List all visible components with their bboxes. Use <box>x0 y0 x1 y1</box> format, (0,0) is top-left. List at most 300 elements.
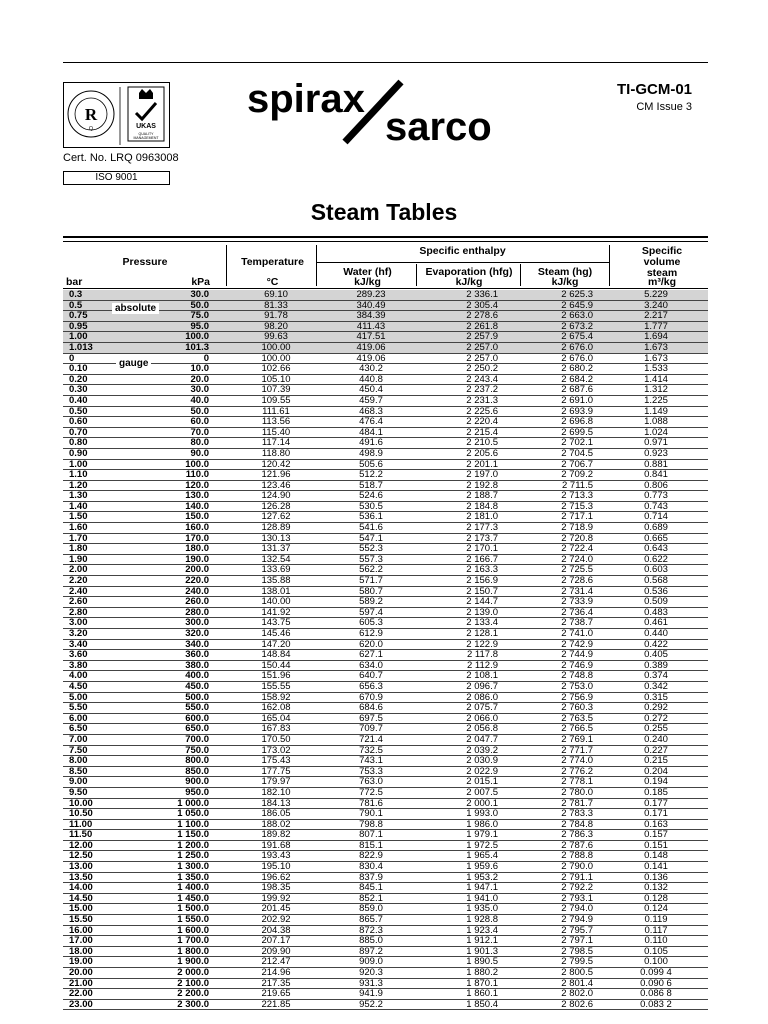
cell-steam: 2 791.1 <box>561 871 593 883</box>
table-row <box>63 735 708 746</box>
cell-kpa: 340.0 <box>185 638 209 650</box>
cell-temperature: 165.04 <box>261 712 291 724</box>
cell-temperature: 184.13 <box>261 797 291 809</box>
cell-evaporation: 2 243.4 <box>466 373 498 385</box>
cell-bar: 17.00 <box>69 935 93 947</box>
cell-volume: 5.229 <box>644 289 668 300</box>
cell-evaporation: 2 188.7 <box>466 490 498 502</box>
cell-volume: 0.405 <box>644 649 668 661</box>
cell-volume: 2.217 <box>644 310 668 322</box>
cell-evaporation: 1 979.1 <box>466 829 498 841</box>
table-row <box>63 936 708 947</box>
cell-water: 620.0 <box>359 638 383 650</box>
table-row <box>63 883 708 894</box>
cell-volume: 0.714 <box>644 511 668 523</box>
cell-evaporation: 2 170.1 <box>466 543 498 555</box>
cell-water: 518.7 <box>359 479 383 491</box>
cell-temperature: 177.75 <box>261 765 291 777</box>
cell-steam: 2 801.4 <box>561 977 593 989</box>
cell-steam: 2 673.2 <box>561 320 593 332</box>
table-row <box>63 682 708 693</box>
cell-kpa: 200.0 <box>185 564 209 576</box>
cell-water: 440.8 <box>359 373 383 385</box>
cell-kpa: 1 550.0 <box>177 914 209 926</box>
table-row <box>63 650 708 661</box>
cell-kpa: 1 300.0 <box>177 861 209 873</box>
cell-water: 807.1 <box>359 829 383 841</box>
cell-evaporation: 2 022.9 <box>466 765 498 777</box>
cell-evaporation: 2 192.8 <box>466 479 498 491</box>
enthalpy-group-rule <box>316 262 609 263</box>
table-row <box>63 608 708 619</box>
cell-evaporation: 2 156.9 <box>466 575 498 587</box>
cell-temperature: 217.35 <box>261 977 291 989</box>
cell-kpa: 500.0 <box>185 691 209 703</box>
cell-volume: 0.163 <box>644 818 668 830</box>
table-row <box>63 714 708 725</box>
cell-temperature: 209.90 <box>261 945 291 957</box>
cell-volume: 0.151 <box>644 839 668 851</box>
cell-water: 872.3 <box>359 924 383 936</box>
cell-kpa: 1 100.0 <box>177 818 209 830</box>
cell-kpa: 1 400.0 <box>177 882 209 894</box>
cell-evaporation: 1 959.6 <box>466 861 498 873</box>
header-volume-unit: m³/kg <box>647 276 676 288</box>
cell-volume: 1.533 <box>644 363 668 375</box>
cell-volume: 0.240 <box>644 733 668 745</box>
cell-water: 865.7 <box>359 914 383 926</box>
table-row <box>63 809 708 820</box>
cell-evaporation: 2 015.1 <box>466 776 498 788</box>
cell-evaporation: 1 901.3 <box>466 945 498 957</box>
cell-steam: 2 769.1 <box>561 733 593 745</box>
cell-kpa: 1 700.0 <box>177 935 209 947</box>
cell-water: 781.6 <box>359 797 383 809</box>
table-row <box>63 576 708 587</box>
cell-evaporation: 1 850.4 <box>466 998 498 1010</box>
cell-volume: 0.643 <box>644 543 668 555</box>
header-water-unit: kJ/kg <box>354 276 381 288</box>
cell-steam: 2 795.7 <box>561 924 593 936</box>
cell-evaporation: 1 880.2 <box>466 967 498 978</box>
cell-volume: 0.099 4 <box>640 967 672 978</box>
header-divider-3 <box>609 245 610 286</box>
cell-temperature: 107.39 <box>261 384 291 396</box>
cell-steam: 2 783.3 <box>561 808 593 820</box>
header-divider-4 <box>416 264 417 286</box>
table-row <box>63 894 708 905</box>
table-top-rule-2 <box>63 241 708 242</box>
header-water: Water (hf) <box>343 266 392 278</box>
cell-temperature: 148.84 <box>261 649 291 661</box>
cell-water: 589.2 <box>359 596 383 608</box>
cell-bar: 0.20 <box>69 373 88 385</box>
table-row <box>63 851 708 862</box>
cell-kpa: 50.0 <box>190 405 209 417</box>
cell-evaporation: 1 912.1 <box>466 935 498 947</box>
cell-volume: 0.227 <box>644 744 668 756</box>
cell-kpa: 1 800.0 <box>177 945 209 957</box>
cell-bar: 3.80 <box>69 659 88 671</box>
table-row <box>63 979 708 990</box>
cell-steam: 2 786.3 <box>561 829 593 841</box>
cell-water: 931.3 <box>359 977 383 989</box>
cell-bar: 0.90 <box>69 447 88 459</box>
cell-steam: 2 780.0 <box>561 786 593 798</box>
cell-volume: 0.622 <box>644 553 668 565</box>
table-row <box>63 438 708 449</box>
cell-steam: 2 766.5 <box>561 723 593 735</box>
cell-kpa: 2 000.0 <box>177 967 209 978</box>
cell-volume: 0.110 <box>644 935 668 947</box>
cell-volume: 0.215 <box>644 755 668 767</box>
cell-volume: 0.923 <box>644 447 668 459</box>
cell-steam: 2 774.0 <box>561 755 593 767</box>
cell-bar: 21.00 <box>69 977 93 989</box>
cell-bar: 8.50 <box>69 765 88 777</box>
cell-temperature: 151.96 <box>261 670 291 682</box>
cell-kpa: 160.0 <box>185 522 209 534</box>
cell-temperature: 138.01 <box>261 585 291 597</box>
cell-bar: 3.20 <box>69 628 88 639</box>
cell-temperature: 132.54 <box>261 553 291 565</box>
cell-evaporation: 1 972.5 <box>466 839 498 851</box>
cell-temperature: 214.96 <box>261 967 291 978</box>
cell-water: 536.1 <box>359 511 383 523</box>
cell-bar: 0.5 <box>69 299 83 311</box>
cell-water: 798.8 <box>359 818 383 830</box>
cell-temperature: 120.42 <box>261 458 291 470</box>
header-bar: bar <box>66 276 83 288</box>
cell-evaporation: 1 953.2 <box>466 871 498 883</box>
cell-bar: 23.00 <box>69 998 93 1010</box>
table-row <box>63 777 708 788</box>
cell-temperature: 111.61 <box>262 405 290 417</box>
cell-bar: 1.70 <box>69 532 88 544</box>
cell-kpa: 450.0 <box>185 680 209 692</box>
cell-temperature: 162.08 <box>261 702 291 714</box>
cell-kpa: 280.0 <box>185 606 209 618</box>
cell-kpa: 1 000.0 <box>177 797 209 809</box>
cell-water: 597.4 <box>359 606 383 618</box>
cell-evaporation: 2 108.1 <box>466 670 498 682</box>
cell-evaporation: 2 181.0 <box>466 511 498 523</box>
cell-evaporation: 2 215.4 <box>466 426 498 438</box>
cell-bar: 0.40 <box>69 394 88 406</box>
cell-evaporation: 2 205.6 <box>466 447 498 459</box>
header-evap-unit: kJ/kg <box>455 276 483 288</box>
table-row <box>63 555 708 566</box>
cell-kpa: 80.0 <box>190 437 209 449</box>
cell-volume: 0.086 8 <box>640 988 672 1000</box>
cell-steam: 2 771.7 <box>561 744 593 756</box>
cell-evaporation: 2 007.5 <box>466 786 498 798</box>
cell-temperature: 196.62 <box>261 871 291 883</box>
table-row <box>63 343 708 354</box>
ukas-quality-management-icon <box>128 87 164 141</box>
header-divider-1 <box>226 245 227 286</box>
cell-evaporation: 1 986.0 <box>466 818 498 830</box>
cell-steam: 2 722.4 <box>561 543 593 555</box>
table-row <box>63 491 708 502</box>
document-id: TI-GCM-01 <box>617 81 692 98</box>
cell-evaporation: 2 210.5 <box>466 437 498 449</box>
cell-bar: 1.013 <box>69 341 93 353</box>
spirax-sarco-logo <box>245 74 525 146</box>
cell-steam: 2 788.8 <box>561 850 593 862</box>
table-row <box>63 354 708 365</box>
cell-evaporation: 2 133.4 <box>466 617 498 629</box>
cell-water: 830.4 <box>359 861 383 873</box>
table-row <box>63 724 708 735</box>
cell-steam: 2 738.7 <box>561 617 593 629</box>
cell-evaporation: 2 128.1 <box>466 628 498 639</box>
cell-water: 530.5 <box>359 500 383 512</box>
cell-water: 498.9 <box>359 447 383 459</box>
table-row <box>63 396 708 407</box>
table-row <box>63 375 708 386</box>
cell-bar: 1.60 <box>69 522 88 534</box>
cell-evaporation: 2 144.7 <box>466 596 498 608</box>
cell-volume: 1.088 <box>644 416 668 428</box>
cell-temperature: 189.82 <box>261 829 291 841</box>
cell-temperature: 117.14 <box>261 437 291 449</box>
cell-water: 897.2 <box>359 945 383 957</box>
cell-bar: 15.50 <box>69 914 93 926</box>
cell-steam: 2 787.6 <box>561 839 593 851</box>
cell-kpa: 50.0 <box>190 299 209 311</box>
cell-kpa: 2 300.0 <box>177 998 209 1010</box>
cell-steam: 2 763.5 <box>561 712 593 724</box>
cell-bar: 0.60 <box>69 416 88 428</box>
cell-water: 743.1 <box>359 755 383 767</box>
cell-evaporation: 2 220.4 <box>466 416 498 428</box>
cell-water: 476.4 <box>359 416 383 428</box>
cell-temperature: 102.66 <box>261 363 291 375</box>
cell-steam: 2 720.8 <box>561 532 593 544</box>
table-row <box>63 512 708 523</box>
cell-volume: 0.841 <box>644 469 668 481</box>
cell-bar: 2.60 <box>69 596 88 608</box>
cell-temperature: 212.47 <box>261 956 291 968</box>
cell-steam: 2 684.2 <box>561 373 593 385</box>
cell-kpa: 1 150.0 <box>177 829 209 841</box>
cell-evaporation: 2 139.0 <box>466 606 498 618</box>
table-row <box>63 385 708 396</box>
cell-steam: 2 676.0 <box>561 341 593 353</box>
cell-temperature: 155.55 <box>261 680 291 692</box>
cell-kpa: 700.0 <box>185 733 209 745</box>
cell-volume: 0.105 <box>644 945 668 957</box>
cell-water: 822.9 <box>359 850 383 862</box>
cell-steam: 2 736.4 <box>561 606 593 618</box>
cell-steam: 2 792.2 <box>561 882 593 894</box>
cell-water: 459.7 <box>359 394 383 406</box>
cell-kpa: 2 100.0 <box>177 977 209 989</box>
gauge-label: gauge <box>116 358 151 369</box>
svg-text:R: R <box>84 105 98 124</box>
cell-steam: 2 713.3 <box>561 490 593 502</box>
cell-water: 580.7 <box>359 585 383 597</box>
cell-kpa: 360.0 <box>185 649 209 661</box>
cell-steam: 2 784.8 <box>561 818 593 830</box>
table-row <box>63 1000 708 1011</box>
cell-evaporation: 1 935.0 <box>466 903 498 915</box>
cell-steam: 2 748.8 <box>561 670 593 682</box>
cell-bar: 12.00 <box>69 839 93 851</box>
cell-evaporation: 2 177.3 <box>466 522 498 534</box>
cell-bar: 11.50 <box>69 829 93 841</box>
cell-steam: 2 776.2 <box>561 765 593 777</box>
cell-temperature: 81.33 <box>264 299 288 311</box>
cell-temperature: 105.10 <box>261 373 291 385</box>
cell-temperature: 188.02 <box>261 818 291 830</box>
cell-kpa: 0 <box>203 352 209 364</box>
cell-water: 524.6 <box>359 490 383 502</box>
cell-water: 450.4 <box>359 384 383 396</box>
cell-steam: 2 733.9 <box>561 596 593 608</box>
cell-volume: 0.157 <box>644 829 668 841</box>
cell-volume: 0.132 <box>644 882 668 894</box>
cell-kpa: 30.0 <box>190 384 209 396</box>
header-steam: Steam (hg) <box>537 266 593 278</box>
cell-volume: 0.128 <box>644 892 668 904</box>
cell-steam: 2 675.4 <box>561 331 593 343</box>
cell-volume: 0.141 <box>644 861 668 873</box>
cell-steam: 2 711.5 <box>562 479 593 491</box>
cell-steam: 2 717.1 <box>561 511 593 523</box>
cell-water: 640.7 <box>359 670 383 682</box>
table-row <box>63 311 708 322</box>
cell-volume: 0.440 <box>644 628 668 639</box>
table-row <box>63 290 708 301</box>
cell-temperature: 204.38 <box>261 924 291 936</box>
cell-kpa: 60.0 <box>190 416 209 428</box>
cell-kpa: 75.0 <box>190 310 209 322</box>
header-divider-5 <box>520 264 521 286</box>
cell-evaporation: 2 257.0 <box>466 341 498 353</box>
table-row <box>63 407 708 418</box>
cell-evaporation: 2 278.6 <box>466 310 498 322</box>
cell-water: 837.9 <box>359 871 383 883</box>
cell-water: 909.0 <box>359 956 383 968</box>
cell-temperature: 221.85 <box>261 998 291 1010</box>
cell-water: 845.1 <box>359 882 383 894</box>
cell-steam: 2 693.9 <box>561 405 593 417</box>
cell-kpa: 1 050.0 <box>177 808 209 820</box>
cell-kpa: 40.0 <box>190 394 209 406</box>
cell-water: 885.0 <box>359 935 383 947</box>
cell-evaporation: 1 890.5 <box>466 956 498 968</box>
table-row <box>63 502 708 513</box>
cell-volume: 0.689 <box>644 522 668 534</box>
cell-temperature: 195.10 <box>261 861 291 873</box>
cell-evaporation: 1 928.8 <box>466 914 498 926</box>
cell-volume: 0.773 <box>644 490 668 502</box>
cell-steam: 2 781.7 <box>561 797 593 809</box>
cell-temperature: 145.46 <box>261 628 291 639</box>
cell-steam: 2 778.1 <box>561 776 593 788</box>
cell-bar: 10.50 <box>69 808 93 820</box>
cell-temperature: 186.05 <box>261 808 291 820</box>
cell-bar: 0.80 <box>69 437 88 449</box>
iso-badge: ISO 9001 <box>63 171 170 185</box>
cell-steam: 2 753.0 <box>561 680 593 692</box>
table-row <box>63 565 708 576</box>
cell-kpa: 1 200.0 <box>177 839 209 851</box>
cert-number: Cert. No. LRQ 0963008 <box>63 152 179 164</box>
cell-kpa: 300.0 <box>185 617 209 629</box>
table-row <box>63 693 708 704</box>
cell-evaporation: 2 257.9 <box>466 331 498 343</box>
header-steam-unit: kJ/kg <box>551 276 579 288</box>
cell-volume: 0.881 <box>644 458 668 470</box>
cell-volume: 0.177 <box>644 797 668 809</box>
cell-evaporation: 2 030.9 <box>466 755 498 767</box>
cell-bar: 9.00 <box>69 776 88 788</box>
cell-bar: 1.90 <box>69 553 88 565</box>
cell-steam: 2 794.9 <box>561 914 593 926</box>
cell-steam: 2 699.5 <box>561 426 593 438</box>
cell-water: 552.3 <box>359 543 383 555</box>
table-row <box>63 481 708 492</box>
cell-steam: 2 742.9 <box>561 638 593 650</box>
cell-water: 430.2 <box>359 363 383 375</box>
cell-water: 289.23 <box>356 289 386 300</box>
cell-evaporation: 1 870.1 <box>466 977 498 989</box>
cell-water: 772.5 <box>359 786 383 798</box>
cell-steam: 2 728.6 <box>561 575 593 587</box>
header-top-rule <box>63 62 708 63</box>
cell-bar: 10.00 <box>69 797 93 809</box>
table-row <box>63 364 708 375</box>
cell-volume: 0.461 <box>644 617 668 629</box>
cell-water: 670.9 <box>359 691 383 703</box>
cell-temperature: 167.83 <box>261 723 291 735</box>
cell-kpa: 260.0 <box>185 596 209 608</box>
cell-water: 417.51 <box>356 331 386 343</box>
cell-evaporation: 2 305.4 <box>466 299 498 311</box>
cell-bar: 1.00 <box>69 331 88 343</box>
cell-water: 505.6 <box>359 458 383 470</box>
cell-temperature: 133.69 <box>261 564 291 576</box>
table-row <box>63 640 708 651</box>
cell-kpa: 950.0 <box>185 786 209 798</box>
cell-steam: 2 731.4 <box>561 585 593 597</box>
cell-temperature: 207.17 <box>261 935 291 947</box>
cell-evaporation: 2 056.8 <box>466 723 498 735</box>
cell-kpa: 90.0 <box>190 447 209 459</box>
cell-kpa: 400.0 <box>185 670 209 682</box>
cell-kpa: 100.0 <box>185 331 209 343</box>
cell-kpa: 650.0 <box>185 723 209 735</box>
cell-bar: 4.50 <box>69 680 88 692</box>
cell-steam: 2 790.0 <box>561 861 593 873</box>
cell-kpa: 130.0 <box>185 490 209 502</box>
cell-steam: 2 741.0 <box>561 628 593 639</box>
cell-volume: 0.422 <box>644 638 668 650</box>
cell-water: 790.1 <box>359 808 383 820</box>
table-row <box>63 957 708 968</box>
cell-water: 697.5 <box>359 712 383 724</box>
table-row <box>63 915 708 926</box>
logo-word-1: spirax <box>247 77 365 121</box>
cell-temperature: 202.92 <box>261 914 291 926</box>
cell-temperature: 113.56 <box>261 416 291 428</box>
cell-steam: 2 802.6 <box>561 998 593 1010</box>
cell-evaporation: 2 117.8 <box>467 649 498 661</box>
cell-kpa: 750.0 <box>185 744 209 756</box>
